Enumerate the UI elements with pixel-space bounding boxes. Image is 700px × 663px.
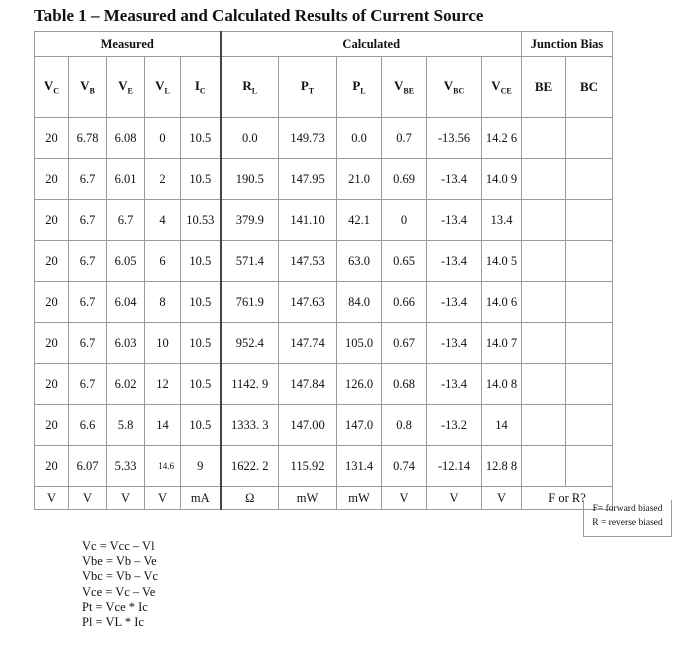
header-vb: $V_B$ bbox=[69, 57, 107, 118]
cell-rl: 761.9 bbox=[221, 282, 279, 323]
cell-vl: 14.6 bbox=[145, 446, 181, 487]
cell-vbe: 0.66 bbox=[382, 282, 427, 323]
cell-vbc: -13.4 bbox=[427, 282, 482, 323]
cell-vc: 20 bbox=[35, 364, 69, 405]
cell-vc: 20 bbox=[35, 241, 69, 282]
cell-bc bbox=[566, 200, 613, 241]
cell-vce: 14.0 5 bbox=[482, 241, 522, 282]
unit-vb: V bbox=[69, 487, 107, 510]
cell-vb: 6.7 bbox=[69, 364, 107, 405]
cell-be bbox=[522, 323, 566, 364]
legend-forward: F= forward biased bbox=[592, 504, 663, 514]
cell-bc bbox=[566, 364, 613, 405]
cell-be bbox=[522, 200, 566, 241]
header-vc: $V_C$ bbox=[35, 57, 69, 118]
unit-vce: V bbox=[482, 487, 522, 510]
cell-pl: 63.0 bbox=[337, 241, 382, 282]
cell-vbe: 0.68 bbox=[382, 364, 427, 405]
header-vce: $V_{CE}$ bbox=[482, 57, 522, 118]
header-rl: $R_L$ bbox=[221, 57, 279, 118]
cell-vce: 12.8 8 bbox=[482, 446, 522, 487]
table-title: Table 1 – Measured and Calculated Results of Current Source bbox=[34, 6, 484, 25]
header-pt: $P_T$ bbox=[279, 57, 337, 118]
unit-ic: mA bbox=[181, 487, 221, 510]
cell-be bbox=[522, 282, 566, 323]
table-row bbox=[35, 364, 613, 405]
cell-vl: 6 bbox=[145, 241, 181, 282]
cell-pl: 0.0 bbox=[337, 118, 382, 159]
cell-vb: 6.7 bbox=[69, 282, 107, 323]
cell-pt: 141.10 bbox=[279, 200, 337, 241]
cell-vb: 6.7 bbox=[69, 159, 107, 200]
formula-line: Vce = Vc – Ve bbox=[82, 584, 156, 599]
cell-pt: 147.63 bbox=[279, 282, 337, 323]
cell-pl: 105.0 bbox=[337, 323, 382, 364]
cell-ic: 10.5 bbox=[181, 323, 221, 364]
header-pl: $P_L$ bbox=[337, 57, 382, 118]
cell-vb: 6.7 bbox=[69, 200, 107, 241]
cell-ic: 10.5 bbox=[181, 364, 221, 405]
unit-pl: mW bbox=[337, 487, 382, 510]
cell-vce: 14.2 6 bbox=[482, 118, 522, 159]
cell-vb: 6.07 bbox=[69, 446, 107, 487]
cell-bc bbox=[566, 405, 613, 446]
cell-vbc: -13.4 bbox=[427, 159, 482, 200]
cell-vbc: -13.2 bbox=[427, 405, 482, 446]
table-row bbox=[35, 282, 613, 323]
cell-pl: 21.0 bbox=[337, 159, 382, 200]
table-row bbox=[35, 446, 613, 487]
cell-bc bbox=[566, 241, 613, 282]
cell-be bbox=[522, 364, 566, 405]
table-body bbox=[35, 118, 613, 487]
cell-pl: 42.1 bbox=[337, 200, 382, 241]
table-row bbox=[35, 405, 613, 446]
cell-ve: 6.03 bbox=[107, 323, 145, 364]
results-table bbox=[34, 31, 613, 510]
cell-ve: 6.08 bbox=[107, 118, 145, 159]
formula-line: Pl = VL * Ic bbox=[82, 615, 144, 630]
cell-bc bbox=[566, 282, 613, 323]
cell-rl: 1622. 2 bbox=[221, 446, 279, 487]
cell-vb: 6.7 bbox=[69, 323, 107, 364]
unit-vbe: V bbox=[382, 487, 427, 510]
cell-vbc: -12.14 bbox=[427, 446, 482, 487]
unit-rl: Ω bbox=[221, 487, 279, 510]
cell-ve: 6.04 bbox=[107, 282, 145, 323]
header-vbe: $V_{BE}$ bbox=[382, 57, 427, 118]
unit-pt: mW bbox=[279, 487, 337, 510]
cell-vc: 20 bbox=[35, 446, 69, 487]
cell-vb: 6.6 bbox=[69, 405, 107, 446]
cell-pl: 131.4 bbox=[337, 446, 382, 487]
cell-vbe: 0.65 bbox=[382, 241, 427, 282]
column-header-row bbox=[35, 57, 613, 118]
cell-vbe: 0 bbox=[382, 200, 427, 241]
cell-vl: 0 bbox=[145, 118, 181, 159]
cell-rl: 952.4 bbox=[221, 323, 279, 364]
formula-list bbox=[82, 539, 158, 630]
cell-vbc: -13.4 bbox=[427, 200, 482, 241]
cell-ic: 10.5 bbox=[181, 118, 221, 159]
cell-rl: 571.4 bbox=[221, 241, 279, 282]
cell-pt: 147.95 bbox=[279, 159, 337, 200]
units-row bbox=[35, 487, 613, 510]
formula-line: Vbe = Vb – Ve bbox=[82, 554, 157, 569]
cell-pl: 84.0 bbox=[337, 282, 382, 323]
cell-vbe: 0.8 bbox=[382, 405, 427, 446]
cell-vc: 20 bbox=[35, 405, 69, 446]
header-vl: $V_L$ bbox=[145, 57, 181, 118]
header-vbc: $V_{BC}$ bbox=[427, 57, 482, 118]
table-row bbox=[35, 200, 613, 241]
cell-be bbox=[522, 241, 566, 282]
cell-pl: 126.0 bbox=[337, 364, 382, 405]
cell-vl: 10 bbox=[145, 323, 181, 364]
table-row bbox=[35, 118, 613, 159]
cell-vbc: -13.4 bbox=[427, 323, 482, 364]
cell-ic: 10.5 bbox=[181, 282, 221, 323]
cell-bc bbox=[566, 323, 613, 364]
cell-vce: 14.0 8 bbox=[482, 364, 522, 405]
header-bc: BC bbox=[566, 57, 613, 118]
cell-ve: 6.01 bbox=[107, 159, 145, 200]
cell-vc: 20 bbox=[35, 323, 69, 364]
cell-vl: 2 bbox=[145, 159, 181, 200]
cell-vce: 14.0 9 bbox=[482, 159, 522, 200]
unit-vl: V bbox=[145, 487, 181, 510]
bias-legend bbox=[583, 500, 672, 537]
cell-rl: 1142. 9 bbox=[221, 364, 279, 405]
group-junction-bias: Junction Bias bbox=[522, 32, 613, 57]
cell-bc bbox=[566, 118, 613, 159]
unit-ve: V bbox=[107, 487, 145, 510]
cell-ve: 6.02 bbox=[107, 364, 145, 405]
cell-vbc: -13.56 bbox=[427, 118, 482, 159]
cell-be bbox=[522, 405, 566, 446]
cell-pt: 147.53 bbox=[279, 241, 337, 282]
legend-reverse: R = reverse biased bbox=[592, 518, 663, 528]
formula-line: Vbc = Vb – Vc bbox=[82, 569, 159, 584]
unit-bias: F or R? bbox=[522, 487, 613, 510]
cell-vbe: 0.69 bbox=[382, 159, 427, 200]
unit-vbc: V bbox=[427, 487, 482, 510]
cell-vb: 6.7 bbox=[69, 241, 107, 282]
cell-pt: 147.74 bbox=[279, 323, 337, 364]
cell-vbe: 0.7 bbox=[382, 118, 427, 159]
cell-vce: 14.0 7 bbox=[482, 323, 522, 364]
group-measured: Measured bbox=[35, 32, 221, 57]
header-ve: $V_E$ bbox=[107, 57, 145, 118]
cell-ic: 9 bbox=[181, 446, 221, 487]
cell-vl: 14 bbox=[145, 405, 181, 446]
cell-vl: 12 bbox=[145, 364, 181, 405]
cell-be bbox=[522, 446, 566, 487]
cell-rl: 190.5 bbox=[221, 159, 279, 200]
cell-vbe: 0.67 bbox=[382, 323, 427, 364]
formula-line: Pt = Vce * Ic bbox=[82, 599, 148, 614]
cell-ic: 10.53 bbox=[181, 200, 221, 241]
table-row bbox=[35, 159, 613, 200]
cell-ic: 10.5 bbox=[181, 241, 221, 282]
cell-vbc: -13.4 bbox=[427, 364, 482, 405]
cell-ve: 6.05 bbox=[107, 241, 145, 282]
cell-vbc: -13.4 bbox=[427, 241, 482, 282]
cell-ve: 5.33 bbox=[107, 446, 145, 487]
cell-vce: 13.4 bbox=[482, 200, 522, 241]
cell-pt: 147.84 bbox=[279, 364, 337, 405]
cell-vc: 20 bbox=[35, 200, 69, 241]
cell-pt: 147.00 bbox=[279, 405, 337, 446]
cell-vl: 4 bbox=[145, 200, 181, 241]
cell-bc bbox=[566, 446, 613, 487]
cell-vl: 8 bbox=[145, 282, 181, 323]
unit-vc: V bbox=[35, 487, 69, 510]
cell-ic: 10.5 bbox=[181, 159, 221, 200]
cell-pt: 115.92 bbox=[279, 446, 337, 487]
cell-rl: 1333. 3 bbox=[221, 405, 279, 446]
table-row bbox=[35, 323, 613, 364]
cell-vc: 20 bbox=[35, 159, 69, 200]
cell-bc bbox=[566, 159, 613, 200]
header-be: BE bbox=[522, 57, 566, 118]
table-row bbox=[35, 241, 613, 282]
group-calculated: Calculated bbox=[221, 32, 522, 57]
cell-vce: 14 bbox=[482, 405, 522, 446]
cell-ve: 6.7 bbox=[107, 200, 145, 241]
cell-vc: 20 bbox=[35, 282, 69, 323]
cell-ic: 10.5 bbox=[181, 405, 221, 446]
cell-vc: 20 bbox=[35, 118, 69, 159]
formula-line: Vc = Vcc – Vl bbox=[82, 539, 155, 553]
cell-pl: 147.0 bbox=[337, 405, 382, 446]
cell-pt: 149.73 bbox=[279, 118, 337, 159]
cell-vce: 14.0 6 bbox=[482, 282, 522, 323]
cell-be bbox=[522, 159, 566, 200]
cell-be bbox=[522, 118, 566, 159]
cell-ve: 5.8 bbox=[107, 405, 145, 446]
cell-rl: 0.0 bbox=[221, 118, 279, 159]
cell-vbe: 0.74 bbox=[382, 446, 427, 487]
cell-rl: 379.9 bbox=[221, 200, 279, 241]
group-header-row bbox=[35, 32, 613, 57]
header-ic: $I_C$ bbox=[181, 57, 221, 118]
cell-vb: 6.78 bbox=[69, 118, 107, 159]
